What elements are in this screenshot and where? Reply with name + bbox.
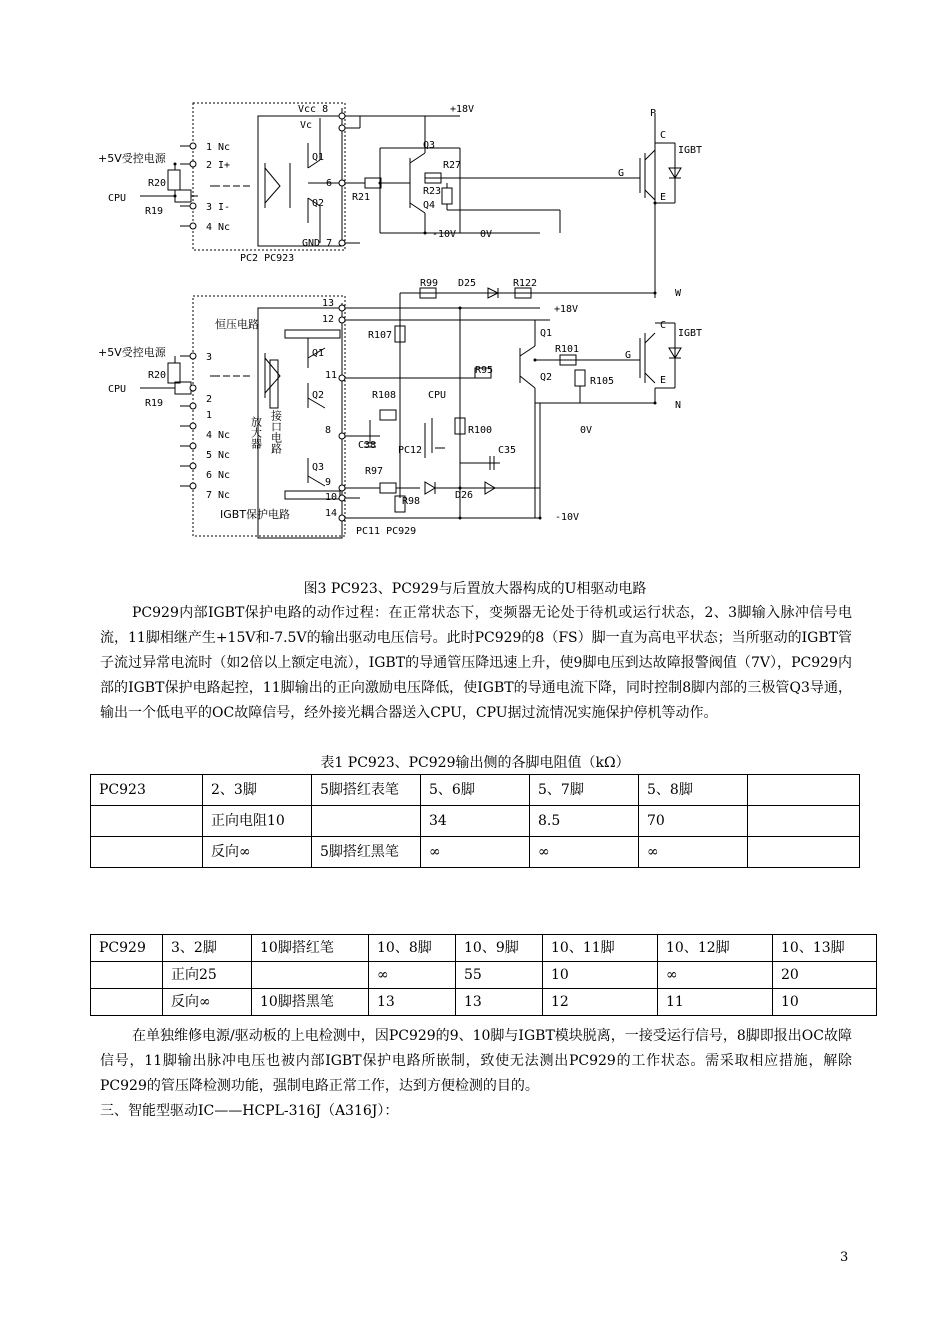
label-pin2-iplus: 2 I+ (206, 160, 231, 171)
label-r105: R105 (590, 376, 615, 387)
label-pc929-pin6: 6 Nc (206, 470, 231, 481)
label-fangdaqi: 放大器 (249, 416, 263, 449)
label-q1: Q1 (312, 152, 325, 163)
figure-caption: 图3 PC923、PC929与后置放大器构成的U相驱动电路 (303, 581, 647, 597)
table-cell: ∞ (658, 962, 773, 989)
label-pc929-pin3: 3 (206, 352, 213, 363)
table-cell: 反向∞ (203, 837, 312, 868)
table-cell: 10、11脚 (543, 935, 658, 962)
table-row (91, 806, 860, 837)
label-pin4-nc: 4 Nc (206, 222, 231, 233)
table-cell: 10、9脚 (456, 935, 543, 962)
label-pc929-pin4: 4 Nc (206, 430, 231, 441)
label-c-b: C (660, 320, 667, 331)
table-cell (91, 806, 203, 837)
table-cell: 正向25 (163, 962, 252, 989)
label-vc: Vc (300, 120, 313, 131)
table-cell: 10 (543, 962, 658, 989)
label-r20b: R20 (148, 370, 167, 381)
table-cell: 10 (773, 989, 877, 1016)
label-w: W (675, 288, 682, 299)
table-cell: 10脚搭黑笔 (252, 989, 369, 1016)
label-pc929-pin5: 5 Nc (206, 450, 231, 461)
label-pin8: 8 (325, 425, 332, 436)
table-cell (91, 962, 163, 989)
table-cell: 5脚搭红表笔 (312, 775, 421, 806)
table-row (91, 935, 877, 962)
table-cell: 70 (639, 806, 748, 837)
table-row (91, 989, 877, 1016)
label-r98: R98 (402, 496, 421, 507)
label-0v-b: 0V (580, 425, 593, 436)
label-pin6: 6 (326, 178, 333, 189)
label-pin14: 14 (325, 508, 338, 519)
label-m10v-b: -10V (555, 512, 580, 523)
label-c35: C35 (498, 445, 517, 456)
table-cell: 10脚搭红笔 (252, 935, 369, 962)
label-jiekou: 接口电路 (269, 410, 283, 454)
label-cpu: CPU (108, 193, 127, 204)
table-cell: 10、13脚 (773, 935, 877, 962)
label-r27: R27 (443, 160, 462, 171)
label-g-b: G (625, 350, 632, 361)
label-q2b: Q2 (312, 390, 325, 401)
label-r107: R107 (368, 330, 393, 341)
label-q3: Q3 (423, 140, 436, 151)
label-vcc: Vcc 8 (298, 104, 329, 115)
table-cell (252, 962, 369, 989)
label-c38: C38 (358, 440, 377, 451)
label-r23: R23 (423, 186, 442, 197)
table-pc923 (90, 774, 860, 868)
label-r100: R100 (468, 425, 493, 436)
table-cell (312, 806, 421, 837)
table-cell: 5、8脚 (639, 775, 748, 806)
table-cell: ∞ (421, 837, 530, 868)
table-cell: 10、8脚 (369, 935, 456, 962)
label-g: G (618, 168, 625, 179)
table-row (91, 775, 860, 806)
label-r19: R19 (145, 206, 164, 217)
page-number: 3 (840, 1250, 849, 1265)
label-c: C (660, 130, 667, 141)
paragraph-2: 在单独维修电源/驱动板的上电检测中，因PC929的9、10脚与IGBT模块脱离，一接受运行信号，8脚即报出OC故障信号，11脚输出脉冲电压也被内部IGBT保护电路所嵌制，致使无法测出PC929的工作状态。需采取相应措施，解除PC929的管压降检测功能，强制电路正常工作，达到方便检测的目的。 (100, 1028, 852, 1094)
table-cell: PC929 (91, 935, 163, 962)
label-0v: 0V (480, 229, 493, 240)
table-cell: 20 (773, 962, 877, 989)
table-cell: 5、7脚 (530, 775, 639, 806)
circuit-schematic (80, 98, 780, 578)
table-cell: 13 (456, 989, 543, 1016)
label-m10v: -10V (432, 229, 457, 240)
label-q1c: Q1 (540, 328, 553, 339)
label-q1b: Q1 (312, 348, 325, 359)
table-cell: 2、3脚 (203, 775, 312, 806)
label-n: N (675, 400, 682, 411)
table-cell: 正向电阻10 (203, 806, 312, 837)
label-pin1-nc: 1 Nc (206, 142, 231, 153)
label-r122: R122 (513, 278, 538, 289)
label-d26: D26 (455, 490, 474, 501)
label-ctrl-5v-b: +5V受控电源 (98, 346, 166, 359)
table-cell: PC923 (91, 775, 203, 806)
label-pc11: PC11 PC929 (356, 526, 417, 537)
table-cell: ∞ (639, 837, 748, 868)
table-cell: 13 (369, 989, 456, 1016)
table1-caption: 表1 PC923、PC929输出侧的各脚电阻值（kΩ） (320, 755, 630, 771)
label-d25: D25 (458, 278, 477, 289)
paragraph-1: PC929内部IGBT保护电路的动作过程：在正常状态下，变频器无论处于待机或运行状态，2、3脚输入脉冲信号电流，11脚相继产生+15V和-7.5V的输出驱动电压信号。此时PC929的8（FS）脚一直为高电平状态；当所驱动的IGBT管子流过异常电流时（如2倍以上额定电流），IGBT的导通管压降迅速上升，使9脚电压到达故障报警阀值（7V），PC929内部的IGBT保护电路起控，11脚输出的正向激励电压降低，使IGBT的导通电流下降，同时控制8脚内部的三极管Q3导通，输出一个低电平的OC故障信号，经外接光耦合器送入CPU，CPU据过流情况实施保护停机等动作。 (100, 605, 852, 721)
label-r21: R21 (352, 192, 371, 203)
label-igbt: IGBT (678, 145, 703, 156)
label-r95: R95 (475, 365, 494, 376)
table-cell: 反向∞ (163, 989, 252, 1016)
label-igbt-b: IGBT (678, 328, 703, 339)
label-ctrl-5v: +5V受控电源 (98, 152, 166, 165)
label-p18v-b: +18V (554, 304, 579, 315)
label-q2: Q2 (312, 198, 325, 209)
label-pin13: 13 (322, 298, 335, 309)
table-cell: 34 (421, 806, 530, 837)
table-cell: 11 (658, 989, 773, 1016)
label-igbt-protection: IGBT保护电路 (220, 508, 291, 521)
label-p: P (650, 108, 657, 119)
table-row (91, 962, 877, 989)
label-pin3-iminus: 3 I- (206, 202, 231, 213)
label-q2c: Q2 (540, 372, 553, 383)
label-r97: R97 (365, 466, 384, 477)
label-e-b: E (660, 375, 667, 386)
label-e: E (660, 192, 667, 203)
table-cell: 5、6脚 (421, 775, 530, 806)
label-hengya: 恒压电路 (215, 318, 259, 331)
table-cell (748, 806, 860, 837)
label-pin11: 11 (325, 370, 338, 381)
table-cell: 10、12脚 (658, 935, 773, 962)
label-pin12: 12 (322, 314, 335, 325)
label-q3b: Q3 (312, 462, 325, 473)
label-pc929-pin1: 1 (206, 410, 213, 421)
label-r19b: R19 (145, 398, 164, 409)
label-p18v: +18V (450, 104, 475, 115)
label-q4: Q4 (423, 200, 436, 211)
table-cell (91, 837, 203, 868)
table-cell: 3、2脚 (163, 935, 252, 962)
label-pc2: PC2 PC923 (240, 253, 295, 264)
label-pin9: 9 (325, 477, 332, 488)
table-pc929 (90, 934, 877, 1016)
table-cell: 12 (543, 989, 658, 1016)
circuit-diagram (80, 98, 780, 578)
label-cpu-c: CPU (108, 384, 127, 395)
table-cell: ∞ (369, 962, 456, 989)
table-cell (91, 989, 163, 1016)
label-r99: R99 (420, 278, 439, 289)
label-r101: R101 (555, 344, 580, 355)
section-heading: 三、智能型驱动IC——HCPL-316J（A316J）： (100, 1103, 399, 1119)
label-cpu-b: CPU (428, 390, 447, 401)
label-r108: R108 (372, 390, 397, 401)
table-cell: 5脚搭红黑笔 (312, 837, 421, 868)
table-row (91, 837, 860, 868)
label-pc929-pin7: 7 Nc (206, 490, 231, 501)
label-pc929-pin2: 2 (206, 394, 213, 405)
label-gnd7: GND 7 (302, 238, 333, 249)
label-pc12: PC12 (398, 445, 423, 456)
table-cell (748, 775, 860, 806)
label-pin10: 10 (325, 492, 338, 503)
table-cell (748, 837, 860, 868)
table-cell: ∞ (530, 837, 639, 868)
table-cell: 55 (456, 962, 543, 989)
table-cell: 8.5 (530, 806, 639, 837)
label-r20: R20 (148, 178, 167, 189)
